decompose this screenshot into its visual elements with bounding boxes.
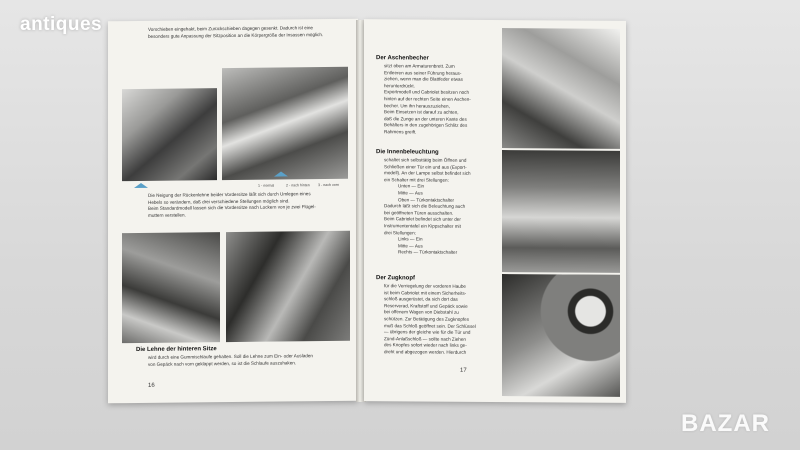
photo-interior-light (502, 150, 620, 273)
text-line: Mitte — Aus (398, 243, 423, 249)
text-line: ist beim Cabriolet mit einem Sicherheits- (384, 289, 467, 296)
text-line: Beim Cabriolet befindet sich unter der (384, 216, 461, 223)
text-line: Reserverad, Kraftstoff und Gepäck sowie (384, 303, 468, 309)
text-line: Oben — Türkontaktschalter (398, 196, 455, 203)
left-body-line: muttern verstellen. (148, 212, 186, 218)
photo-ashtray (502, 28, 620, 149)
arrow-indicator (274, 171, 288, 176)
caption-3: 3 - nach vorn (318, 182, 339, 188)
left-section (148, 353, 356, 368)
text-line: Mitte — Aus (398, 190, 423, 196)
text-line: Rechts — Türkontaktschalter (398, 249, 458, 256)
caption-1: 1 - normal (258, 183, 275, 188)
watermark-bazar: BAZAR (681, 410, 770, 437)
left-body-line: Die Neigung der Rückenlehne beider Vordersitze läßt sich durch Umlegen eines (148, 191, 311, 198)
left-intro (148, 25, 348, 40)
text-line: sitzt oben am Armaturenbrett. Zum (384, 63, 455, 69)
left-body-line: Beim Standardmodell lassen sich die Vordersitze nach Lockern von je zwei Flügel- (148, 204, 316, 212)
text-line: Beim Einsetzen ist darauf zu achten, (384, 109, 459, 115)
photo-rear-seat (122, 232, 220, 343)
text-line: ein Schalter mit drei Stellungen: (384, 177, 449, 183)
text-line: dreht und abgezogen werden. Hierdurch (384, 349, 467, 355)
photo-seat-adjust (222, 67, 348, 180)
left-intro-line: besonders gute Anpassung der Sitzposition an die Körpergröße der Insassen möglich. (148, 31, 324, 39)
text-line: becher. Um ihn herauszuziehen, (384, 102, 450, 109)
right-page (364, 19, 626, 403)
text-line: schloß ausgerüstet, da sich dort das (384, 296, 458, 302)
text-line: — übrigens der gleiche wie für die Tür und (384, 329, 471, 335)
text-line: daß die Zunge an der unteren Kante des (384, 115, 467, 122)
left-page (108, 19, 358, 404)
left-intro-line: Vorschieben eingehakt, beim Zurückschieben dagegen gesenkt. Dadurch ist eine (148, 25, 313, 32)
watermark-antiques: antiques (20, 14, 103, 35)
text-line: Rahmens greift. (384, 129, 417, 135)
photo-rear-backrest (226, 231, 350, 342)
text-line: muß das Schloß geöffnet sein. Der Schlüssel (384, 322, 476, 329)
section-body (384, 283, 500, 356)
text-line: Exportmodell und Cabriolet besitzen noch (384, 89, 470, 96)
open-manual (108, 20, 628, 402)
text-line: ziehen, wenn man die Blattfeder etwas (384, 76, 463, 82)
arrow-indicator (134, 183, 148, 188)
section-body (384, 157, 500, 257)
section-title: Die Lehne der hinteren Sitze (136, 346, 217, 354)
text-line: Entleeren aus seiner Führung heraus- (384, 69, 462, 76)
text-line: bei geöffneten Türen ausschalten. (384, 209, 454, 216)
caption-2: 2 - nach hinten (286, 183, 310, 188)
photo-dashboard-knob (502, 274, 620, 397)
text-line: Behälters in den zugehörigen Schlitz des (384, 122, 468, 129)
text-line: schützen. Zur Betätigung des Zugknopfes (384, 316, 470, 322)
text-line: des Knopfes sofort wieder nach links ge- (384, 342, 467, 349)
section-title: Die Innenbeleuchtung (376, 149, 439, 156)
left-section-line: von Gepäck nach vorn geklappt werden, so ist die Schlaufe auszuhaken. (148, 359, 297, 367)
text-line: für die Verriegelung der vorderen Haube (384, 283, 466, 289)
page-number: 16 (148, 382, 155, 389)
text-line: Dadurch läßt sich die Beleuchtung auch (384, 203, 466, 209)
section-body (384, 63, 500, 136)
text-line: Schließen einer Tür ein und aus (Export- (384, 163, 467, 170)
text-line: Zünd-Anlaßschloß — sollte nach Ziehen (384, 335, 466, 342)
text-line: Instrumententafel ein Kippschalter mit (384, 223, 461, 229)
text-line: drei Stellungen: (384, 229, 416, 235)
text-line: Unten — Ein (398, 183, 425, 189)
photo-seat-lever (122, 88, 217, 181)
text-line: schaltet sich selbsttätig beim Öffnen und (384, 157, 467, 163)
text-line: hinten auf der rechten Seite einen Aschen- (384, 96, 471, 102)
left-body (148, 191, 352, 220)
text-line: Links — Ein (398, 236, 423, 242)
section-title: Der Zugknopf (376, 275, 415, 282)
left-section-line: wird durch eine Gummischlaufe gehalten. Soll die Lehne zum Ein- oder Ausladen (148, 353, 313, 360)
text-line: herunterdrückt. (384, 83, 415, 89)
section-title: Der Aschenbecher (376, 55, 429, 62)
page-number: 17 (460, 367, 467, 374)
text-line: modell). An der Lampe selbst befindet sich (384, 170, 471, 177)
left-body-line: Hebels so verändern, daß drei verschiedene Stellungen möglich sind. (148, 198, 290, 205)
text-line: bei offenem Wagen von Diebstahl zu (384, 309, 459, 316)
